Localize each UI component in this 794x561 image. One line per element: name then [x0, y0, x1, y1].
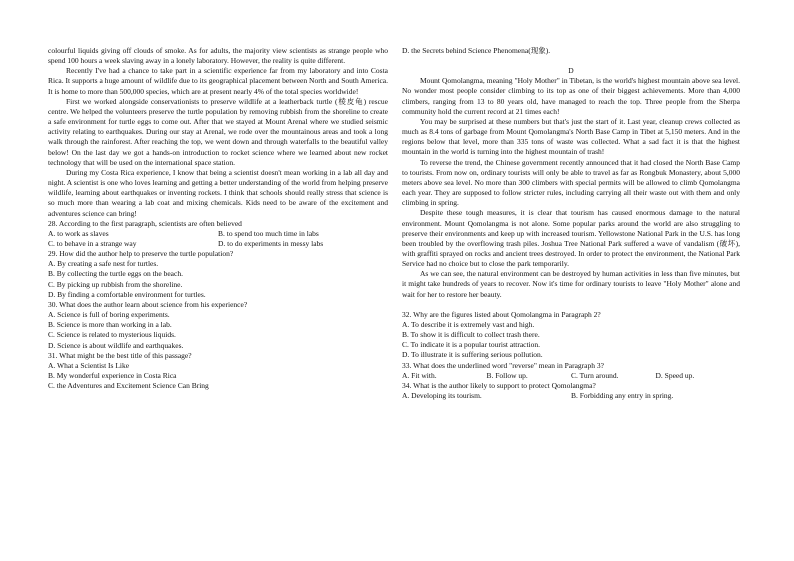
answer-option: A. To describe it is extremely vast and high.: [402, 319, 535, 329]
passage-paragraph: colourful liquids giving off clouds of smoke. As for adults, the majority view scientists as strange people who spend 100 hours a week slaving away in a lonely laboratory. However, the reality is quite different.: [48, 46, 388, 66]
answer-option: A. Science is full of boring experiments.: [48, 310, 170, 320]
answer-option: A. Fit with.: [402, 370, 437, 380]
answer-option: D. Science is about wildlife and earthquakes.: [48, 340, 184, 350]
left-column: [48, 46, 388, 391]
question-stem: 29. How did the author help to preserve the turtle population?: [48, 249, 234, 259]
answer-option: A. What a Scientist Is Like: [48, 360, 130, 370]
answer-option: C. To indicate it is a popular tourist attraction.: [402, 340, 541, 350]
question-31: [48, 351, 388, 392]
answer-option: A. to work as slaves: [48, 228, 109, 238]
answer-option: B. Science is more than working in a lab.: [48, 320, 172, 330]
right-column: [402, 46, 740, 401]
answer-option: B. Follow up.: [486, 370, 528, 380]
question-30: [48, 300, 388, 351]
question-28: [48, 219, 388, 249]
answer-option: B. Forbidding any entry in spring.: [571, 391, 674, 400]
answer-option: D. to do experiments in messy labs: [218, 238, 324, 248]
answer-option: D. Speed up.: [655, 370, 695, 380]
question-stem: 32. Why are the figures listed about Qomolangma in Paragraph 2?: [402, 309, 601, 319]
answer-option: C. By picking up rubbish from the shoreline.: [48, 279, 183, 289]
passage-paragraph: Mount Qomolangma, meaning "Holy Mother" in Tibetan, is the world's highest mountain above sea level. No wonder most people consider climbing to its top as one of their biggest achievements. More than 4,000 climbers, ranging from 13 to 80 years old, have managed to reach the top. Three people from the Sherpa community hold the current record at 21 times each!: [402, 76, 740, 116]
question-34: [402, 381, 740, 401]
question-stem: 33. What does the underlined word "reverse" mean in Paragraph 3?: [402, 360, 604, 370]
passage-paragraph: Recently I've had a chance to take part in a scientific experience far from my laboratory and into Costa Rica. It supports a huge amount of wildlife due to its geographical placement between North and South America. It is home to more than 500,000 species, which are at present nearly 4% of the total species worldwide!: [48, 66, 388, 96]
answer-option: C. Turn around.: [571, 370, 619, 380]
section-heading: D: [568, 66, 574, 76]
answer-option: A. By creating a safe nest for turtles.: [48, 259, 159, 269]
answer-option: D. To illustrate it is suffering serious pollution.: [402, 350, 543, 360]
answer-option: D. the Secrets behind Science Phenomena(现象).: [402, 46, 551, 55]
question-stem: 28. According to the first paragraph, scientists are often believed: [48, 218, 242, 228]
passage-paragraph: During my Costa Rica experience, I know that being a scientist doesn't mean working in a lab all day and night. A scientist is one who loves learning and getting a better understanding of the world from helping preserve wildlife, learning about earthquakes or inventing rockets. I think that schools should really stress that science is so much more than wearing a lab coat and mixing chemicals. Kids need to be aware of the excitement and adventures science can bring!: [48, 167, 388, 218]
answer-option: A. Developing its tourism.: [402, 391, 482, 400]
answer-option: C. the Adventures and Excitement Science Can Bring: [48, 381, 209, 391]
question-33: [402, 361, 740, 381]
passage-paragraph: You may be surprised at these numbers but that's just the start of it. Last year, cleanup crews collected as much as 8.4 tons of garbage from Mount Qomolangma's North Base Camp in Tibet at 5,150 meters. And in the regions below that level, more than 335 tons of waste was collected. What a sad fact it is that the highest mountain in the world is turning into the highest mountain of trash!: [402, 116, 740, 157]
answer-option: C. to behave in a strange way: [48, 238, 137, 248]
answer-option: D. By finding a comfortable environment for turtles.: [48, 289, 206, 299]
passage-paragraph: First we worked alongside conservationists to preserve wildlife at a leatherback turtle (棱皮龟) rescue centre. We helped the volunteers preserve the turtle population by removing rubbish from the shoreline to create a safe environment for turtle eggs to come out. After that we stayed at Mount Arenal where we studied seismic activity relating to earthquakes. During our stay at Arenal, we rode over the mountainous areas and took a long walk through the rainforest. After reaching the top, we went down and through waterfalls to the beautiful valley below! On the last day we got a hands-on introduction to rocket science where we learned about new rocket technology that will be used on the international space station.: [48, 96, 388, 167]
passage-paragraph: As we can see, the natural environment can be destroyed by human activities in less than five minutes, but it might take hundreds of years to recover. Now it's time for ordinary tourists to leave "Holy Mother" alone and wait for her to restore her beauty.: [402, 269, 740, 299]
question-29: [48, 249, 388, 300]
question-32: [402, 310, 740, 361]
answer-option: B. By collecting the turtle eggs on the beach.: [48, 269, 183, 279]
answer-option: C. Science is related to mysterious liquids.: [48, 330, 176, 340]
question-stem: 30. What does the author learn about science from his experience?: [48, 299, 248, 309]
answer-option: B. to spend too much time in labs: [218, 228, 319, 238]
question-stem: 34. What is the author likely to support to protect Qomolangma?: [402, 380, 596, 390]
passage-paragraph: To reverse the trend, the Chinese government recently announced that it had closed the North Base Camp to tourists. From now on, ordinary tourists will only be able to travel as far as Rongbuk Monastery, about 5,000 meters above sea level. No more than 300 climbers with special permits will be allowed to climb Qomolangma each year. They are supposed to follow stricter rules, including carrying all their waste out with them and only climbing in spring.: [402, 157, 740, 208]
question-stem: 31. What might be the best title of this passage?: [48, 350, 192, 360]
passage-paragraph: Despite these tough measures, it is clear that tourism has caused enormous damage to the natural environment. Mount Qomolangma is not alone. Some popular parks around the world are also struggling to preserve their environments and keep up with increased tourism. Yellowstone National Park in the U.S. has long been troubled by the overflowing trash piles. Joshua Tree National Park suffered a wave of vandalism (破坏), with graffiti sprayed on rocks and ancient trees destroyed. In order to protect the environment, the National Park Service had no choice but to close the park temporarily.: [402, 208, 740, 269]
answer-option: B. My wonderful experience in Costa Rica: [48, 371, 177, 380]
answer-option: B. To show it is difficult to collect trash there.: [402, 330, 540, 340]
